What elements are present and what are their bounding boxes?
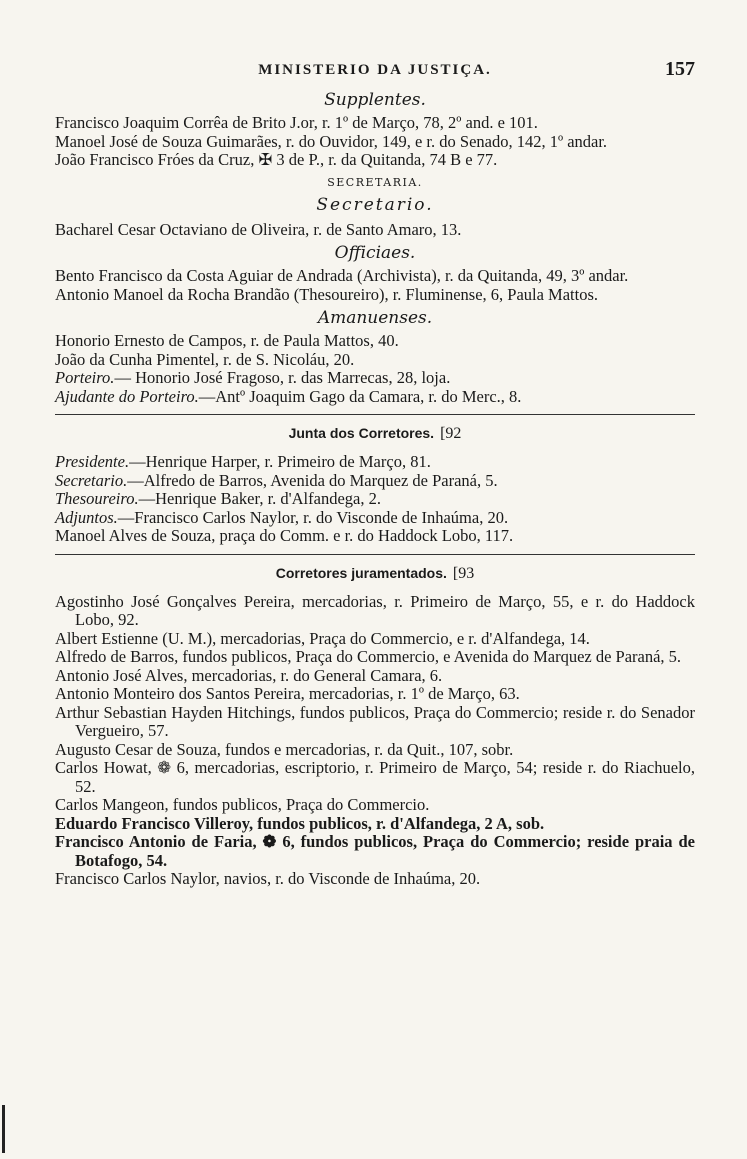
- running-head: [55, 58, 695, 88]
- section-divider: [55, 414, 695, 415]
- section-divider: [55, 554, 695, 555]
- amanuense-entry: Honorio Ernesto de Campos, r. de Paula Mattos, 40.: [55, 331, 399, 350]
- official-entry: Antonio Manoel da Rocha Brandão (Thesoureiro), r. Fluminense, 6, Paula Mattos.: [55, 284, 599, 304]
- page-edge-mark: [2, 1105, 5, 1153]
- corretor-entry: Francisco Carlos Naylor, navios, r. do Visconde de Inhaúma, 20.: [55, 869, 481, 888]
- ajudante-label: Ajudante do Porteiro.: [55, 386, 199, 406]
- porteiro-entry: [55, 369, 695, 388]
- corretor-entry: Carlos Mangeon, fundos publicos, Praça do Commercio.: [55, 795, 430, 814]
- junta-entry: [55, 490, 695, 509]
- corretor-entry: Carlos Howat, ❁ 6, mercadorias, escriptorio, r. Primeiro de Março, 54; reside r. do Riachuelo, 52.: [55, 758, 695, 796]
- junta-entry: [55, 453, 695, 472]
- porteiro-text: — Honorio José Fragoso, r. das Marrecas, 28, loja.: [114, 368, 451, 387]
- corretor-entry: Augusto Cesar de Souza, fundos e mercadorias, r. da Quit., 107, sobr.: [55, 739, 514, 759]
- junta-text: —Henrique Harper, r. Primeiro de Março, 81.: [129, 452, 431, 471]
- junta-entry: [55, 472, 695, 491]
- supplente-entry: João Francisco Fróes da Cruz, ✠ 3 de P., r. da Quitanda, 74 B e 77.: [55, 150, 498, 169]
- junta-label: Thesoureiro.: [55, 489, 139, 508]
- secretaria-heading: SECRETARIA.: [327, 175, 423, 189]
- junta-text: Manoel Alves de Souza, praça do Comm. e r. do Haddock Lobo, 117.: [55, 526, 514, 545]
- junta-entry: [55, 509, 695, 528]
- corretor-entry: Alfredo de Barros, fundos publicos, Praça do Commercio, e Avenida do Marquez de Paraná, 5.: [55, 647, 682, 666]
- corretor-entry: Francisco Antonio de Faria, ❁ 6, fundos publicos, Praça do Commercio; reside praia de Botafogo, 54.: [55, 832, 695, 870]
- officiaes-heading: Officiaes.: [334, 243, 416, 263]
- corretor-entry: Antonio Monteiro dos Santos Pereira, mercadorias, r. 1º de Março, 63.: [55, 684, 520, 703]
- porteiro-label: Porteiro.: [55, 368, 115, 387]
- corretor-entry: Eduardo Francisco Villeroy, fundos publicos, r. d'Alfandega, 2 A, sob.: [55, 813, 545, 833]
- junta-text: —Francisco Carlos Naylor, r. do Visconde de Inhaúma, 20.: [117, 507, 509, 527]
- page-title: MINISTERIO DA JUSTIÇA.: [258, 62, 492, 78]
- junta-label: Secretario.: [55, 470, 128, 490]
- junta-entry: [55, 527, 695, 546]
- secretario-heading: Secretario.: [316, 194, 434, 215]
- supplente-entry: Manoel José de Souza Guimarães, r. do Ouvidor, 149, e r. do Senado, 142, 1º andar.: [55, 131, 608, 151]
- corretores-heading: [55, 565, 695, 583]
- corretor-entry: Agostinho José Gonçalves Pereira, mercadorias, r. Primeiro de Março, 55, e r. do Haddock Lobo, 92.: [55, 591, 695, 629]
- junta-heading-text: Junta dos Corretores.: [288, 425, 435, 441]
- ajudante-text: —Antº Joaquim Gago da Camara, r. do Merc., 8.: [198, 386, 522, 406]
- corretor-entry: Albert Estienne (U. M.), mercadorias, Praça do Commercio, e r. d'Alfandega, 14.: [55, 628, 590, 648]
- official-entry: Bento Francisco da Costa Aguiar de Andrada (Archivista), r. da Quitanda, 49, 3º andar.: [55, 266, 629, 285]
- junta-text: —Alfredo de Barros, Avenida do Marquez de Paraná, 5.: [127, 470, 498, 490]
- document-page: [55, 58, 695, 889]
- junta-label: Adjuntos.: [55, 507, 118, 527]
- ajudante-entry: [55, 388, 695, 407]
- junta-text: —Henrique Baker, r. d'Alfandega, 2.: [138, 489, 381, 508]
- junta-heading: [55, 425, 695, 443]
- corretores-heading-text: Corretores juramentados.: [275, 564, 447, 581]
- junta-ref: [92: [440, 425, 462, 442]
- corretores-ref: [93: [452, 564, 475, 582]
- amanuense-entry: João da Cunha Pimentel, r. de S. Nicoláu, 20.: [55, 349, 355, 369]
- corretor-entry: Arthur Sebastian Hayden Hitchings, fundos publicos, Praça do Commercio; reside r. do Senador Vergueiro, 57.: [55, 702, 695, 740]
- supplentes-heading: Supplentes.: [324, 90, 426, 110]
- amanuenses-heading: Amanuenses.: [317, 308, 433, 328]
- junta-label: Presidente.: [55, 452, 130, 471]
- corretor-entry: Antonio José Alves, mercadorias, r. do General Camara, 6.: [55, 665, 443, 685]
- secretario-entry: Bacharel Cesar Octaviano de Oliveira, r. de Santo Amaro, 13.: [55, 219, 462, 239]
- page-number: 157: [665, 58, 695, 80]
- supplente-entry: Francisco Joaquim Corrêa de Brito J.or, r. 1º de Março, 78, 2º and. e 101.: [55, 113, 538, 132]
